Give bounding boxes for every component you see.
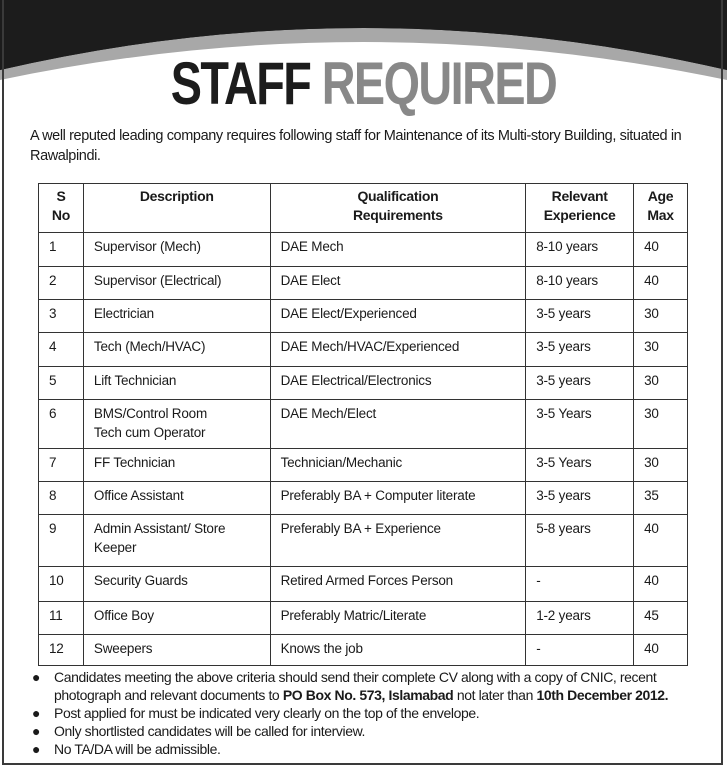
table-row xyxy=(39,449,688,482)
bullet-icon: ● xyxy=(32,723,41,739)
cell-description xyxy=(83,602,270,635)
cell-age: 45 xyxy=(634,602,688,635)
table-row xyxy=(39,367,688,400)
table-row xyxy=(39,515,688,567)
cell-description xyxy=(83,515,270,567)
cell-description xyxy=(83,449,270,482)
intro-paragraph: A well reputed leading company requires following staff for Maintenance of its Multi-story Building, situated in Rawalpindi. xyxy=(30,128,682,164)
cell-age: 40 xyxy=(634,515,688,567)
cell-age: 35 xyxy=(634,482,688,515)
header-age-line1: Age xyxy=(647,188,674,204)
cell-experience: - xyxy=(526,567,634,602)
instruction-text: Post applied for must be indicated very clearly on the top of the envelope. xyxy=(54,705,480,721)
description-text-line2: Tech cum Operator xyxy=(93,425,206,440)
cell-experience: 3-5 years xyxy=(526,482,634,515)
cell-experience: 3-5 years xyxy=(526,300,634,333)
header-qualification-line2: Requirements xyxy=(353,207,443,223)
table-header-row xyxy=(39,184,688,233)
cell-age: 30 xyxy=(634,400,688,449)
description-text: Sweepers xyxy=(93,641,153,656)
cell-qualification: DAE Electrical/Electronics xyxy=(270,367,526,400)
description-text: Security Guards xyxy=(93,573,188,588)
cell-sno: 10 xyxy=(39,567,84,602)
cell-sno: 9 xyxy=(39,515,84,567)
header-experience xyxy=(526,184,634,233)
header-qualification xyxy=(270,184,526,233)
description-text: FF Technician xyxy=(93,455,176,470)
cell-age: 30 xyxy=(634,300,688,333)
header-description-label: Description xyxy=(139,188,214,204)
cell-age: 30 xyxy=(634,333,688,367)
cell-experience: 1-2 years xyxy=(526,602,634,635)
cell-age: 40 xyxy=(634,635,688,666)
cell-qualification: DAE Elect xyxy=(270,267,526,300)
table-row xyxy=(39,400,688,449)
bullet-icon: ● xyxy=(32,705,41,721)
instruction-item xyxy=(30,722,720,740)
instructions-list xyxy=(30,668,720,758)
cell-qualification: Preferably BA + Computer literate xyxy=(270,482,526,515)
cell-sno: 1 xyxy=(39,233,84,267)
description-text: Office Boy xyxy=(93,608,154,623)
table-row xyxy=(39,233,688,267)
cell-qualification: DAE Mech xyxy=(270,233,526,267)
title-staff: STAFF xyxy=(170,50,311,117)
cell-qualification: DAE Mech/Elect xyxy=(270,400,526,449)
cell-qualification: Preferably Matric/Literate xyxy=(270,602,526,635)
instruction-item xyxy=(30,668,720,704)
table-row xyxy=(39,267,688,300)
description-text: Supervisor (Electrical) xyxy=(93,273,222,288)
cell-experience: 8-10 years xyxy=(526,233,634,267)
table-row xyxy=(39,300,688,333)
header-age-line2: Max xyxy=(647,207,674,223)
page-title xyxy=(80,52,647,116)
cell-experience: 3-5 years xyxy=(526,333,634,367)
cell-age: 40 xyxy=(634,267,688,300)
cell-description xyxy=(83,635,270,666)
header-qualification-line1: Qualification xyxy=(357,188,439,204)
instruction-text: Candidates meeting the above criteria should send their complete CV along with a copy of CNIC, recent photograph and relevant documents to xyxy=(54,669,657,703)
cell-sno: 12 xyxy=(39,635,84,666)
cell-description xyxy=(83,367,270,400)
cell-sno: 6 xyxy=(39,400,84,449)
table-row xyxy=(39,635,688,666)
cell-qualification: DAE Mech/HVAC/Experienced xyxy=(270,333,526,367)
table-row xyxy=(39,602,688,635)
header-age xyxy=(634,184,688,233)
table-row xyxy=(39,567,688,602)
cell-description xyxy=(83,567,270,602)
cell-description xyxy=(83,482,270,515)
bullet-icon: ● xyxy=(32,741,41,757)
cell-sno: 2 xyxy=(39,267,84,300)
cell-qualification: Knows the job xyxy=(270,635,526,666)
bullet-icon: ● xyxy=(32,669,41,685)
cell-experience: 3-5 Years xyxy=(526,400,634,449)
cell-experience: 3-5 Years xyxy=(526,449,634,482)
cell-qualification: Technician/Mechanic xyxy=(270,449,526,482)
cell-age: 40 xyxy=(634,233,688,267)
po-box-address: PO Box No. 573, Islamabad xyxy=(282,687,454,703)
description-text: Lift Technician xyxy=(93,373,177,388)
cell-qualification: DAE Elect/Experienced xyxy=(270,300,526,333)
instruction-item xyxy=(30,740,720,758)
cell-description xyxy=(83,400,270,449)
description-text: Admin Assistant/ Store xyxy=(93,521,226,536)
header-experience-line1: Relevant xyxy=(551,188,608,204)
cell-experience: 3-5 years xyxy=(526,367,634,400)
cell-sno: 8 xyxy=(39,482,84,515)
cell-description xyxy=(83,233,270,267)
instruction-text: not later than xyxy=(453,687,537,703)
cell-description xyxy=(83,300,270,333)
cell-experience: 5-8 years xyxy=(526,515,634,567)
cell-sno: 5 xyxy=(39,367,84,400)
cell-age: 30 xyxy=(634,449,688,482)
cell-sno: 11 xyxy=(39,602,84,635)
cell-sno: 4 xyxy=(39,333,84,367)
cell-sno: 7 xyxy=(39,449,84,482)
header-sno-line2: No xyxy=(51,207,70,223)
staff-table xyxy=(38,183,688,666)
cell-experience: - xyxy=(526,635,634,666)
header-sno xyxy=(39,184,84,233)
cell-qualification: Retired Armed Forces Person xyxy=(270,567,526,602)
description-text-line2: Keeper xyxy=(93,540,137,555)
cell-experience: 8-10 years xyxy=(526,267,634,300)
description-text: Tech (Mech/HVAC) xyxy=(93,339,206,354)
instruction-text: Only shortlisted candidates will be called for interview. xyxy=(54,723,366,739)
instruction-item xyxy=(30,704,720,722)
description-text: Office Assistant xyxy=(93,488,184,503)
cell-description xyxy=(83,267,270,300)
cell-age: 40 xyxy=(634,567,688,602)
cell-description xyxy=(83,333,270,367)
deadline-date: 10th December 2012. xyxy=(536,687,669,703)
cell-sno: 3 xyxy=(39,300,84,333)
header-description xyxy=(83,184,270,233)
header-sno-line1: S xyxy=(56,188,66,204)
header-experience-line2: Experience xyxy=(543,207,616,223)
table-row xyxy=(39,482,688,515)
table-row xyxy=(39,333,688,367)
description-text: Electrician xyxy=(93,306,154,321)
title-required: REQUIRED xyxy=(321,50,557,117)
description-text: BMS/Control Room xyxy=(93,406,208,421)
cell-age: 30 xyxy=(634,367,688,400)
description-text: Supervisor (Mech) xyxy=(93,239,201,254)
cell-qualification: Preferably BA + Experience xyxy=(270,515,526,567)
instruction-text: No TA/DA will be admissible. xyxy=(54,741,221,757)
